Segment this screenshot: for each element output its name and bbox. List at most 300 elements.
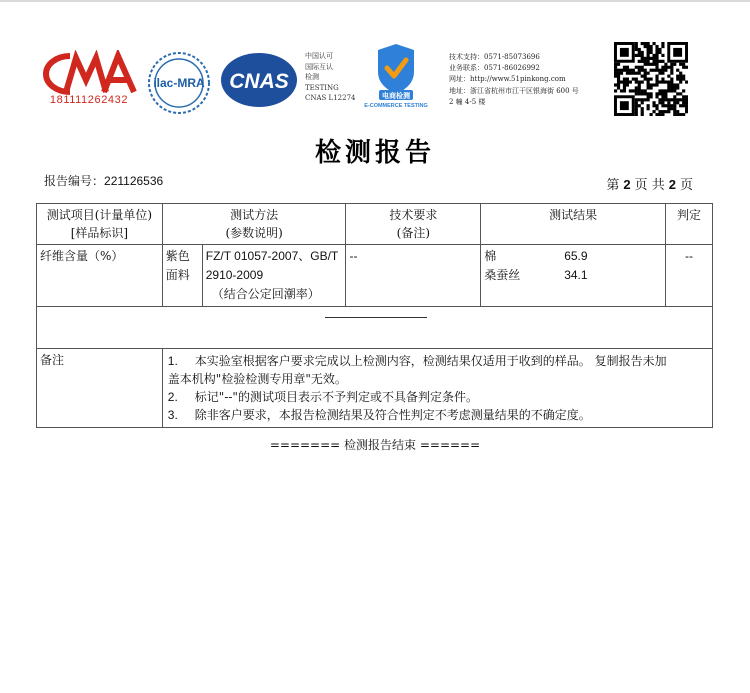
qr-module <box>635 45 638 48</box>
qr-module <box>685 101 688 104</box>
qr-module <box>664 104 667 107</box>
qr-module <box>635 66 638 69</box>
qr-finder <box>673 48 682 57</box>
qr-module <box>676 78 679 81</box>
qr-module <box>661 66 664 69</box>
qr-finder <box>620 48 629 57</box>
qr-module <box>614 72 617 75</box>
qr-module <box>685 110 688 113</box>
header-result: 测试结果 <box>481 204 666 245</box>
qr-module <box>614 89 617 92</box>
qr-module <box>650 113 653 116</box>
qr-module <box>661 72 664 75</box>
qr-module <box>623 69 626 72</box>
qr-module <box>635 110 638 113</box>
cert-line: 国际互认 <box>305 62 333 71</box>
qr-module <box>685 107 688 110</box>
qr-module <box>638 86 641 89</box>
qr-module <box>670 78 673 81</box>
report-number <box>44 172 163 189</box>
report-end-marker: ======= 检测报告结束 ====== <box>269 438 481 452</box>
qr-module <box>661 110 664 113</box>
header-verdict: 判定 <box>666 204 713 245</box>
qr-module <box>667 80 670 83</box>
qr-module <box>638 66 641 69</box>
notes-label: 备注 <box>37 349 163 428</box>
qr-module <box>617 69 620 72</box>
qr-module <box>644 92 647 95</box>
qr-module <box>641 80 644 83</box>
qr-module <box>661 80 664 83</box>
qr-module <box>635 89 638 92</box>
top-divider <box>0 0 750 2</box>
qr-module <box>647 57 650 60</box>
qr-module <box>650 69 653 72</box>
cnas-logo-text: CNAS <box>229 70 289 93</box>
qr-module <box>664 80 667 83</box>
cell-requirement: -- <box>346 245 481 307</box>
qr-module <box>635 72 638 75</box>
qr-module <box>655 75 658 78</box>
header-item: 测试项目(计量单位) [样品标识] <box>37 204 163 245</box>
qr-module <box>661 104 664 107</box>
qr-module <box>658 92 661 95</box>
qr-code <box>614 42 688 116</box>
end-of-data-line <box>325 317 427 318</box>
qr-module <box>632 89 635 92</box>
qr-module <box>655 54 658 57</box>
qr-module <box>664 69 667 72</box>
qr-module <box>652 69 655 72</box>
note-item: 2. 标记"--"的测试项目表示不予判定或不具备判定条件。 <box>167 390 478 404</box>
qr-module <box>650 83 653 86</box>
qr-module <box>664 95 667 98</box>
qr-module <box>644 89 647 92</box>
qr-module <box>614 66 617 69</box>
qr-module <box>647 51 650 54</box>
qr-module <box>647 83 650 86</box>
qr-module <box>635 42 638 45</box>
qr-module <box>647 60 650 63</box>
qr-module <box>685 98 688 101</box>
qr-module <box>673 107 676 110</box>
qr-module <box>667 107 670 110</box>
contact-line: 技术支持：0571-85073696 <box>449 53 540 61</box>
qr-module <box>626 80 629 83</box>
qr-module <box>641 101 644 104</box>
qr-module <box>676 113 679 116</box>
header-method: 测试方法 (参数说明) <box>162 204 346 245</box>
qr-module <box>626 66 629 69</box>
qr-module <box>617 72 620 75</box>
qr-module <box>664 110 667 113</box>
qr-module <box>635 98 638 101</box>
qr-module <box>673 113 676 116</box>
qr-module <box>655 63 658 66</box>
qr-module <box>673 63 676 66</box>
qr-module <box>638 104 641 107</box>
qr-module <box>679 75 682 78</box>
qr-module <box>641 110 644 113</box>
qr-module <box>679 72 682 75</box>
qr-module <box>658 89 661 92</box>
qr-module <box>614 69 617 72</box>
qr-module <box>638 89 641 92</box>
qr-module <box>655 107 658 110</box>
qr-module <box>632 78 635 81</box>
qr-module <box>617 80 620 83</box>
qr-module <box>623 86 626 89</box>
qr-module <box>644 60 647 63</box>
qr-module <box>670 69 673 72</box>
table-header-row <box>37 204 713 245</box>
qr-module <box>620 80 623 83</box>
qr-module <box>655 78 658 81</box>
qr-module <box>647 86 650 89</box>
qr-module <box>652 57 655 60</box>
qr-module <box>655 57 658 60</box>
qr-module <box>682 113 685 116</box>
qr-module <box>617 78 620 81</box>
qr-module <box>641 57 644 60</box>
qr-module <box>658 72 661 75</box>
note-item-continued: 盖本机构"检验检测专用章"无效。 <box>167 372 347 386</box>
ilac-mra-logo-text: ilac-MRA <box>153 76 205 90</box>
qr-module <box>638 51 641 54</box>
qr-module <box>679 92 682 95</box>
qr-module <box>676 110 679 113</box>
results-table <box>36 203 713 428</box>
qr-module <box>652 101 655 104</box>
qr-module <box>614 83 617 86</box>
qr-module <box>673 98 676 101</box>
qr-module <box>661 45 664 48</box>
qr-module <box>670 86 673 89</box>
qr-module <box>667 110 670 113</box>
qr-module <box>638 69 641 72</box>
qr-module <box>641 75 644 78</box>
qr-module <box>626 69 629 72</box>
qr-module <box>682 101 685 104</box>
qr-module <box>650 86 653 89</box>
qr-module <box>661 78 664 81</box>
qr-module <box>647 48 650 51</box>
cell-result: 棉 65.9 桑蚕丝 34.1 <box>481 245 666 307</box>
qr-module <box>635 104 638 107</box>
qr-module <box>658 51 661 54</box>
qr-module <box>655 83 658 86</box>
contact-line: 地址：浙江省杭州市江干区银海街 600 号 <box>449 86 579 95</box>
qr-module <box>635 107 638 110</box>
report-number-label: 报告编号： <box>44 174 105 188</box>
qr-module <box>641 66 644 69</box>
qr-module <box>661 101 664 104</box>
qr-module <box>664 63 667 66</box>
qr-module <box>617 75 620 78</box>
qr-module <box>661 113 664 116</box>
qr-module <box>638 48 641 51</box>
qr-module <box>638 92 641 95</box>
qr-module <box>644 57 647 60</box>
qr-module <box>661 69 664 72</box>
qr-module <box>638 54 641 57</box>
qr-module <box>667 104 670 107</box>
qr-module <box>644 78 647 81</box>
qr-module <box>635 92 638 95</box>
cert-line: 中国认可 <box>305 52 333 60</box>
qr-module <box>661 89 664 92</box>
qr-module <box>676 101 679 104</box>
qr-module <box>647 45 650 48</box>
qr-module <box>623 78 626 81</box>
qr-module <box>650 78 653 81</box>
qr-module <box>679 80 682 83</box>
qr-module <box>682 75 685 78</box>
qr-module <box>655 69 658 72</box>
qr-module <box>682 89 685 92</box>
qr-module <box>623 83 626 86</box>
qr-module <box>682 63 685 66</box>
qr-module <box>658 60 661 63</box>
qr-module <box>650 45 653 48</box>
qr-module <box>670 104 673 107</box>
qr-module <box>650 92 653 95</box>
qr-module <box>670 72 673 75</box>
qr-module <box>632 69 635 72</box>
qr-module <box>652 60 655 63</box>
qr-module <box>641 113 644 116</box>
qr-module <box>682 98 685 101</box>
qr-module <box>641 98 644 101</box>
qr-module <box>670 80 673 83</box>
qr-module <box>655 92 658 95</box>
qr-module <box>652 83 655 86</box>
qr-module <box>658 113 661 116</box>
cert-info <box>305 51 355 104</box>
cert-line: 检测 <box>305 73 319 82</box>
qr-module <box>670 83 673 86</box>
cell-item: 纤维含量（%） <box>37 245 163 307</box>
qr-module <box>655 51 658 54</box>
page-prefix: 第 <box>606 178 620 193</box>
qr-module <box>679 104 682 107</box>
qr-module <box>676 69 679 72</box>
qr-module <box>673 86 676 89</box>
qr-module <box>641 54 644 57</box>
page-suffix: 页 <box>679 178 693 193</box>
qr-module <box>673 110 676 113</box>
header-requirement: 技术要求 (备注) <box>346 204 481 245</box>
page-total: 2 <box>668 177 676 192</box>
qr-module <box>626 83 629 86</box>
qr-module <box>650 95 653 98</box>
qr-module <box>647 107 650 110</box>
qr-module <box>617 63 620 66</box>
qr-module <box>667 101 670 104</box>
qr-module <box>614 75 617 78</box>
qr-module <box>644 75 647 78</box>
qr-module <box>667 75 670 78</box>
qr-module <box>655 66 658 69</box>
qr-module <box>658 101 661 104</box>
qr-module <box>641 107 644 110</box>
qr-module <box>676 86 679 89</box>
qr-module <box>655 80 658 83</box>
qr-module <box>679 113 682 116</box>
qr-module <box>652 54 655 57</box>
qr-module <box>652 110 655 113</box>
qr-module <box>629 69 632 72</box>
qr-module <box>670 98 673 101</box>
qr-module <box>667 98 670 101</box>
qr-module <box>664 66 667 69</box>
qr-module <box>661 54 664 57</box>
note-item: 1. 本实验室根据客户要求完成以上检测内容，检测结果仅适用于收到的样品。 复制报告未加 <box>167 354 667 368</box>
cert-line: CNAS L12274 <box>305 94 356 103</box>
qr-module <box>632 72 635 75</box>
qr-module <box>650 63 653 66</box>
qr-module <box>670 63 673 66</box>
note-item: 3. 除非客户要求，本报告检测结果及符合性判定不考虑测量结果的不确定度。 <box>167 408 591 422</box>
qr-module <box>673 95 676 98</box>
qr-module <box>644 69 647 72</box>
qr-module <box>614 63 617 66</box>
page-current: 2 <box>623 177 631 192</box>
qr-module <box>641 42 644 45</box>
qr-module <box>635 48 638 51</box>
qr-module <box>682 66 685 69</box>
qr-module <box>620 72 623 75</box>
qr-module <box>647 72 650 75</box>
qr-module <box>647 78 650 81</box>
qr-module <box>679 78 682 81</box>
cnas-logo <box>219 50 299 110</box>
qr-module <box>661 42 664 45</box>
qr-module <box>655 48 658 51</box>
contact-line: 网址：http://www.51pinkong.com <box>449 75 566 84</box>
report-number-value: 221126536 <box>104 174 164 188</box>
qr-module <box>652 104 655 107</box>
qr-module <box>670 66 673 69</box>
qr-module <box>658 98 661 101</box>
qr-module <box>620 69 623 72</box>
qr-module <box>655 113 658 116</box>
blank-row <box>37 307 713 349</box>
qr-module <box>623 89 626 92</box>
page-mid: 页 共 <box>634 178 665 193</box>
contact-info <box>449 52 609 108</box>
cell-verdict: -- <box>666 245 713 307</box>
qr-module <box>635 78 638 81</box>
qr-module <box>626 78 629 81</box>
qr-module <box>641 51 644 54</box>
qr-module <box>676 75 679 78</box>
qr-module <box>655 95 658 98</box>
ecommerce-logo-cn: 电商检测 <box>382 92 410 100</box>
qr-module <box>647 42 650 45</box>
qr-module <box>676 98 679 101</box>
qr-module <box>638 72 641 75</box>
qr-module <box>685 66 688 69</box>
page-title: 检测报告 <box>314 138 435 168</box>
qr-module <box>658 80 661 83</box>
qr-module <box>655 60 658 63</box>
qr-module <box>641 92 644 95</box>
qr-module <box>652 63 655 66</box>
qr-module <box>650 51 653 54</box>
qr-module <box>635 113 638 116</box>
qr-module <box>647 98 650 101</box>
qr-module <box>652 42 655 45</box>
cell-method: FZ/T 01057-2007、GB/T 2910-2009 （结合公定回潮率） <box>202 245 346 307</box>
qr-module <box>641 69 644 72</box>
qr-module <box>673 104 676 107</box>
qr-module <box>667 83 670 86</box>
qr-module <box>647 54 650 57</box>
qr-module <box>650 57 653 60</box>
ecommerce-testing-logo <box>356 40 436 110</box>
qr-module <box>647 63 650 66</box>
qr-module <box>682 78 685 81</box>
qr-module <box>658 110 661 113</box>
notes-row <box>37 349 713 428</box>
qr-module <box>664 92 667 95</box>
qr-module <box>617 83 620 86</box>
qr-module <box>658 69 661 72</box>
qr-module <box>635 80 638 83</box>
qr-module <box>679 98 682 101</box>
qr-module <box>664 98 667 101</box>
qr-module <box>644 45 647 48</box>
qr-module <box>620 89 623 92</box>
cma-number: 181111262432 <box>49 94 129 106</box>
qr-module <box>617 86 620 89</box>
qr-module <box>682 95 685 98</box>
qr-module <box>673 89 676 92</box>
qr-module <box>685 95 688 98</box>
qr-module <box>626 72 629 75</box>
qr-module <box>644 72 647 75</box>
page-indicator <box>606 174 693 193</box>
qr-module <box>644 98 647 101</box>
contact-line: 2 幢 4-5 楼 <box>449 97 486 106</box>
qr-finder <box>620 101 629 110</box>
qr-module <box>667 89 670 92</box>
qr-module <box>623 80 626 83</box>
qr-module <box>644 42 647 45</box>
contact-line: 业务联系：0571-86026992 <box>449 64 540 73</box>
qr-module <box>658 48 661 51</box>
qr-module <box>661 98 664 101</box>
qr-module <box>644 63 647 66</box>
ilac-mra-logo <box>146 50 212 116</box>
qr-module <box>673 101 676 104</box>
qr-module <box>685 80 688 83</box>
qr-module <box>661 95 664 98</box>
qr-module <box>670 89 673 92</box>
qr-module <box>673 83 676 86</box>
qr-module <box>638 83 641 86</box>
qr-module <box>647 95 650 98</box>
qr-module <box>650 48 653 51</box>
qr-module <box>682 104 685 107</box>
qr-module <box>623 66 626 69</box>
cell-sample: 紫色 面料 <box>162 245 202 307</box>
qr-module <box>635 86 638 89</box>
qr-module <box>664 89 667 92</box>
qr-module <box>629 80 632 83</box>
qr-module <box>679 63 682 66</box>
